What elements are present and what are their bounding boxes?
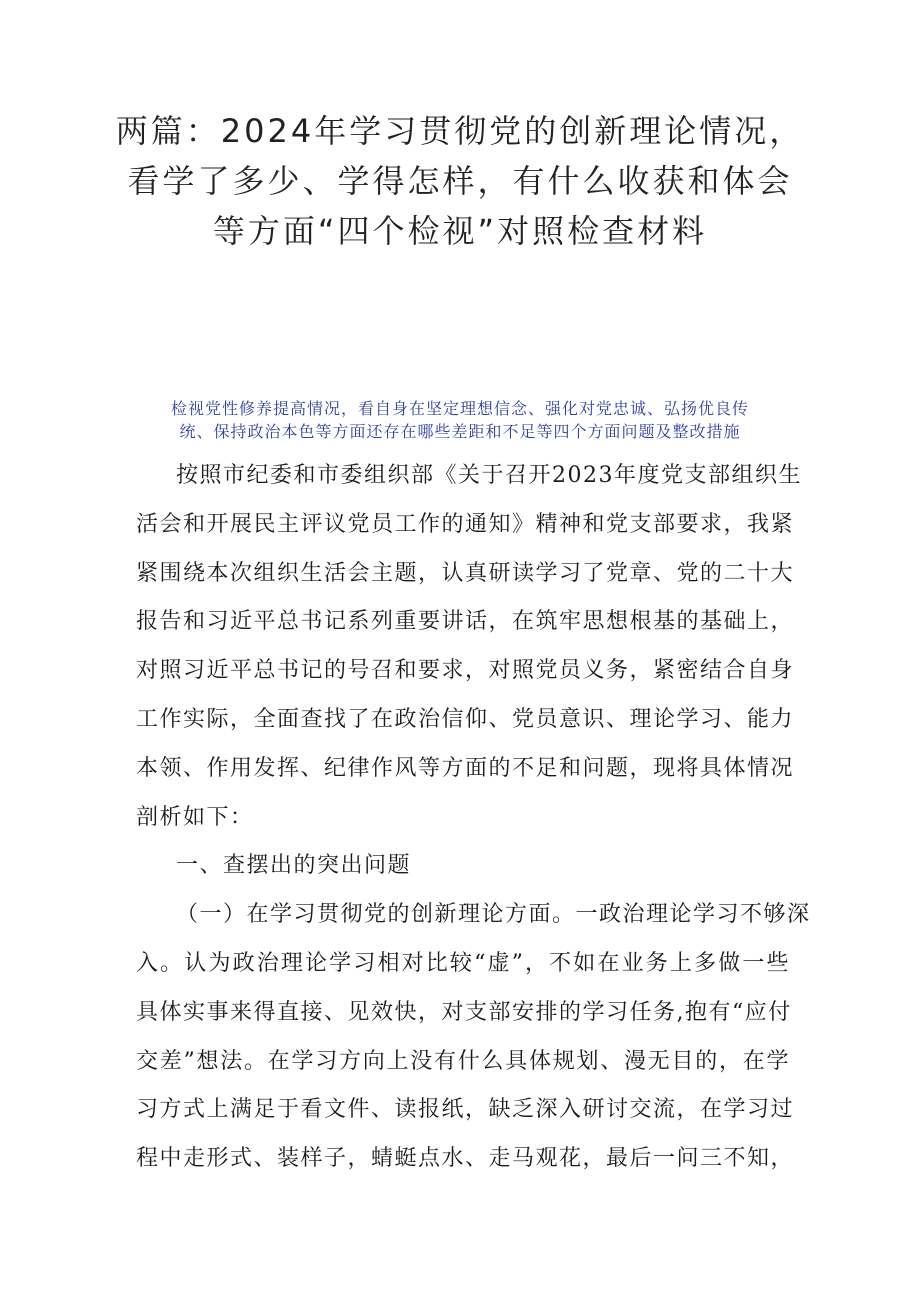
document-title [110, 106, 810, 256]
body-line: 活会和开展民主评议党员工作的通知》精神和党支部要求，我紧 [136, 511, 795, 537]
document-body [136, 452, 811, 1184]
title-line-1: 两篇：2024年学习贯彻党的创新理论情况， [115, 112, 805, 150]
body-line: 工作实际，全面查找了在政治信仰、党员意识、理论学习、能力 [136, 706, 795, 732]
subtitle-line-1: 检视党性修养提高情况，看自身在坚定理想信念、强化对党忠诚、弘扬优良传 [170, 399, 749, 418]
body-line: 程中走形式、装样子，蜻蜓点水、走马观花，最后一问三不知， [136, 1146, 795, 1172]
body-line: 剖析如下： [136, 804, 254, 830]
body-line: 按照市纪委和市委组织部《关于召开2023年度党支部组织生 [176, 463, 802, 488]
document-subtitle [110, 397, 810, 443]
body-line: 习方式上满足于看文件、读报纸，缺乏深入研讨交流，在学习过 [136, 1097, 795, 1123]
title-line-2: 看学了多少、学得怎样，有什么收获和体会 [127, 162, 793, 200]
body-line: 具体实事来得直接、见效快，对支部安排的学习任务,抱有“应付 [136, 999, 792, 1025]
body-line: （一）在学习贯彻党的创新理论方面。一政治理论学习不够深 [176, 902, 811, 928]
body-line: 入。认为政治理论学习相对比较“虚”，不如在业务上多做一些 [136, 950, 790, 976]
body-line: 报告和习近平总书记系列重要讲话，在筑牢思想根基的基础上， [136, 609, 795, 635]
section-heading: 一、查摆出的突出问题 [176, 853, 412, 879]
body-line: 紧围绕本次组织生活会主题，认真研读学习了党章、党的二十大 [136, 560, 795, 586]
title-line-3: 等方面“四个检视”对照检查材料 [212, 212, 708, 250]
body-line: 本领、作用发挥、纪律作风等方面的不足和问题，现将具体情况 [136, 755, 795, 781]
subtitle-line-2: 统、保持政治本色等方面还存在哪些差距和不足等四个方面问题及整改措施 [179, 422, 741, 441]
body-line: 对照习近平总书记的号召和要求，对照党员义务，紧密结合自身 [136, 658, 795, 684]
body-line: 交差”想法。在学习方向上没有什么具体规划、漫无目的，在学 [136, 1048, 790, 1074]
